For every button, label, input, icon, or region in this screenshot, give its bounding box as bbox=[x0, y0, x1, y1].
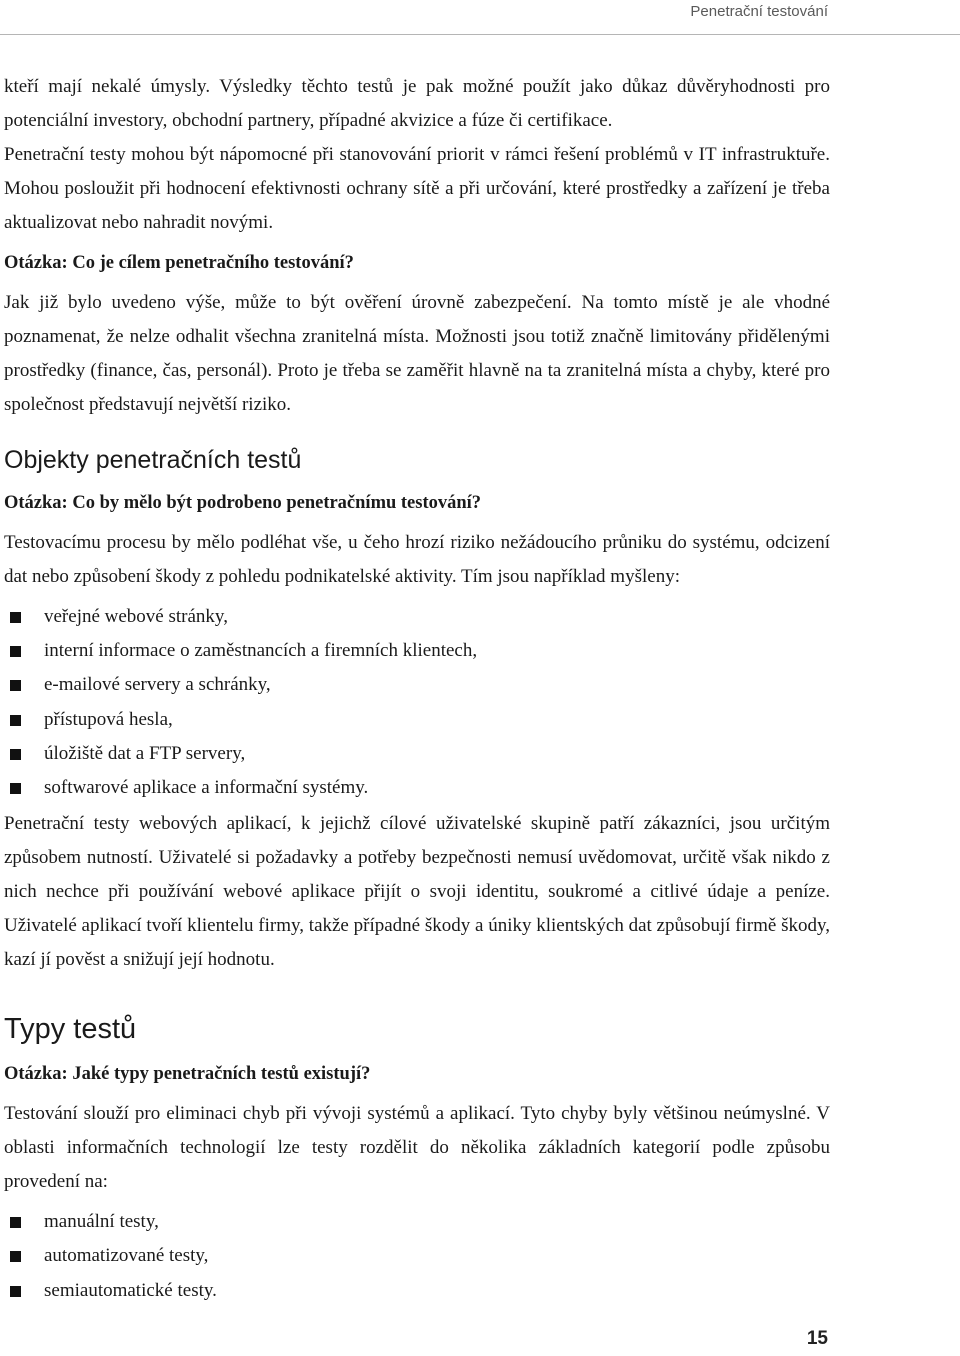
list-item-text: interní informace o zaměstnancích a firemních klientech, bbox=[44, 640, 478, 662]
section-heading-objects: Objekty penetračních testů bbox=[4, 446, 302, 474]
list-item-text: e-mailové servery a schránky, bbox=[44, 674, 271, 696]
square-bullet-icon bbox=[10, 715, 21, 726]
page-number: 15 bbox=[806, 1328, 828, 1349]
list-item-text: přístupová hesla, bbox=[44, 708, 173, 730]
paragraph-goal-answer: Jak již bylo uvedeno výše, může to být ověření úrovně zabezpečení. Na tomto místě je ale vhodné poznamenat, že nelze odhalit všechna zranitelná místa. Možnosti jsou totiž značně limitovány přidělenými prostředky (finance, čas, personál). Proto je třeba se zaměřit hlavně na ta zranitelná místa a chyby, které pro společnost představují největší riziko. bbox=[4, 292, 830, 415]
question-goal: Otázka: Co je cílem penetračního testování? bbox=[4, 253, 354, 273]
list-item bbox=[4, 1239, 830, 1273]
paragraph-priorities: Penetrační testy mohou být nápomocné při stanovování priorit v rámci řešení problémů v IT infrastruktuře. Mohou posloužit při hodnocení efektivnosti ochrany sítě a při určování, které prostředky a zařízení je třeba aktualizovat nebo nahradit novými. bbox=[4, 144, 830, 233]
list-item bbox=[4, 737, 830, 771]
square-bullet-icon bbox=[10, 783, 21, 794]
square-bullet-icon bbox=[10, 1217, 21, 1228]
list-item bbox=[4, 703, 830, 737]
list-test-objects bbox=[4, 600, 830, 805]
list-item-text: automatizované testy, bbox=[44, 1245, 209, 1267]
square-bullet-icon bbox=[10, 749, 21, 760]
paragraph-test-scope: Testovacímu procesu by mělo podléhat vše, u čeho hrozí riziko nežádoucího průniku do systému, odcizení dat nebo způsobení škody z pohledu podnikatelské aktivity. Tím jsou například myšleny: bbox=[4, 532, 830, 587]
list-item bbox=[4, 600, 830, 634]
section-heading-test-types: Typy testů bbox=[4, 1013, 137, 1046]
running-header-title: Penetrační testování bbox=[690, 3, 828, 20]
paragraph-test-types: Testování slouží pro eliminaci chyb při vývoji systémů a aplikací. Tyto chyby byly většinou neúmyslné. V oblasti informačních technologií lze testy rozdělit do několika základních kategorií podle způsobu provedení na: bbox=[4, 1103, 830, 1193]
list-item-text: manuální testy, bbox=[44, 1211, 159, 1233]
question-what-to-test: Otázka: Co by mělo být podrobeno penetračnímu testování? bbox=[4, 493, 482, 513]
list-item-text: semiautomatické testy. bbox=[44, 1279, 217, 1301]
paragraph-intro: kteří mají nekalé úmysly. Výsledky těchto testů je pak možné použít jako důkaz důvěryhodnosti pro potenciální investory, obchodní partnery, případné akvizice a fúze či certifikace. bbox=[4, 76, 830, 131]
list-item bbox=[4, 1205, 830, 1239]
square-bullet-icon bbox=[10, 680, 21, 691]
header-rule bbox=[0, 34, 960, 35]
list-item-text: veřejné webové stránky, bbox=[44, 606, 228, 627]
list-test-types bbox=[4, 1205, 830, 1308]
square-bullet-icon bbox=[10, 1251, 21, 1262]
list-item bbox=[4, 771, 830, 805]
list-item-text: softwarové aplikace a informační systémy. bbox=[44, 777, 369, 799]
page-content bbox=[4, 70, 830, 1310]
square-bullet-icon bbox=[10, 612, 21, 623]
square-bullet-icon bbox=[10, 646, 21, 657]
paragraph-web-apps: Penetrační testy webových aplikací, k jejichž cílové uživatelské skupině patří zákazníci, jsou určitým způsobem nutností. Uživatelé si požadavky a potřeby bezpečnosti nemusí uvědomovat, určitě však nikdo z nich nechce při používání webové aplikace přijít o svoji identitu, soukromé a citlivé údaje a peníze. Uživatelé aplikací tvoří klientelu firmy, takže případné škody a úniky klientských dat způsobují firmě škody, kazí jí pověst a snižují její hodnotu. bbox=[4, 813, 830, 971]
list-item bbox=[4, 1274, 830, 1308]
list-item bbox=[4, 668, 830, 702]
question-test-types: Otázka: Jaké typy penetračních testů existují? bbox=[4, 1064, 371, 1085]
list-item bbox=[4, 634, 830, 668]
square-bullet-icon bbox=[10, 1286, 21, 1297]
list-item-text: úložiště dat a FTP servery, bbox=[44, 742, 246, 764]
